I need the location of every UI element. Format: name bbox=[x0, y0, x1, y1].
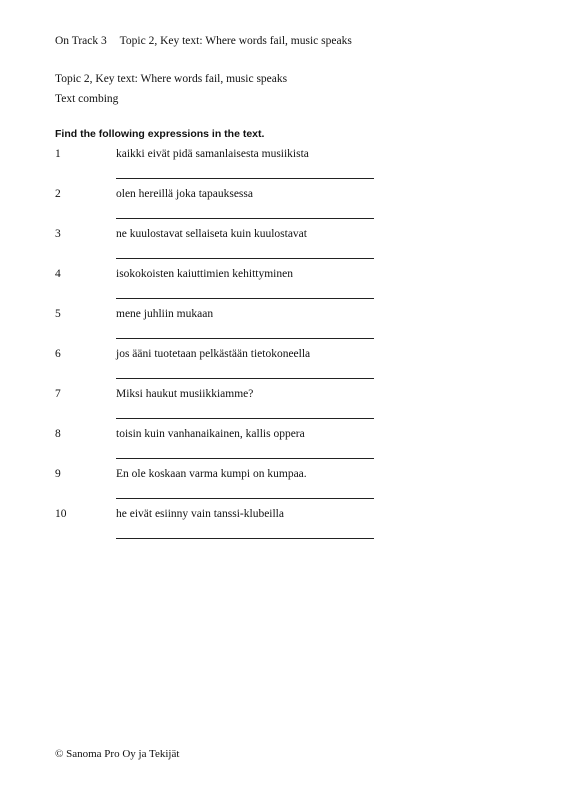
item-phrase: jos ääni tuotetaan pelkästään tietokoneella bbox=[116, 348, 311, 360]
item-number: 4 bbox=[55, 268, 61, 280]
answer-line[interactable] bbox=[116, 258, 374, 259]
exercise-list bbox=[55, 148, 385, 548]
page-header bbox=[55, 35, 352, 47]
list-item bbox=[55, 148, 385, 188]
document-subtitle: Text combing bbox=[55, 93, 119, 105]
list-item bbox=[55, 308, 385, 348]
header-topic: Topic 2, Key text: Where words fail, music speaks bbox=[119, 35, 352, 47]
answer-line[interactable] bbox=[116, 458, 374, 459]
answer-line[interactable] bbox=[116, 178, 374, 179]
answer-line[interactable] bbox=[116, 218, 374, 219]
item-number: 5 bbox=[55, 308, 61, 320]
answer-line[interactable] bbox=[116, 498, 374, 499]
item-phrase: he eivät esiinny vain tanssi-klubeilla bbox=[116, 508, 284, 520]
item-phrase: kaikki eivät pidä samanlaisesta musiikista bbox=[116, 148, 309, 160]
item-number: 7 bbox=[55, 388, 61, 400]
item-phrase: mene juhliin mukaan bbox=[116, 308, 214, 320]
list-item bbox=[55, 428, 385, 468]
item-number: 6 bbox=[55, 348, 61, 360]
item-number: 3 bbox=[55, 228, 61, 240]
list-item bbox=[55, 348, 385, 388]
title-block bbox=[55, 69, 287, 109]
item-phrase: ne kuulostavat sellaiseta kuin kuulostavat bbox=[116, 228, 307, 240]
item-number: 8 bbox=[55, 428, 61, 440]
answer-line[interactable] bbox=[116, 418, 374, 419]
list-item bbox=[55, 268, 385, 308]
item-number: 10 bbox=[55, 508, 67, 520]
copyright-footer: © Sanoma Pro Oy ja Tekijät bbox=[55, 748, 180, 760]
item-number: 1 bbox=[55, 148, 61, 160]
item-number: 9 bbox=[55, 468, 61, 480]
course-name: On Track 3 bbox=[55, 35, 107, 47]
list-item bbox=[55, 188, 385, 228]
list-item bbox=[55, 508, 385, 548]
answer-line[interactable] bbox=[116, 538, 374, 539]
item-phrase: olen hereillä joka tapauksessa bbox=[116, 188, 253, 200]
answer-line[interactable] bbox=[116, 378, 374, 379]
document-title: Topic 2, Key text: Where words fail, music speaks bbox=[55, 73, 288, 85]
instructions: Find the following expressions in the text. bbox=[55, 128, 265, 140]
item-phrase: Miksi haukut musiikkiamme? bbox=[116, 388, 254, 400]
item-phrase: En ole koskaan varma kumpi on kumpaa. bbox=[116, 468, 307, 480]
list-item bbox=[55, 388, 385, 428]
list-item bbox=[55, 228, 385, 268]
item-phrase: toisin kuin vanhanaikainen, kallis oppera bbox=[116, 428, 305, 440]
item-number: 2 bbox=[55, 188, 61, 200]
answer-line[interactable] bbox=[116, 338, 374, 339]
item-phrase: isokokoisten kaiuttimien kehittyminen bbox=[116, 268, 293, 280]
answer-line[interactable] bbox=[116, 298, 374, 299]
list-item bbox=[55, 468, 385, 508]
